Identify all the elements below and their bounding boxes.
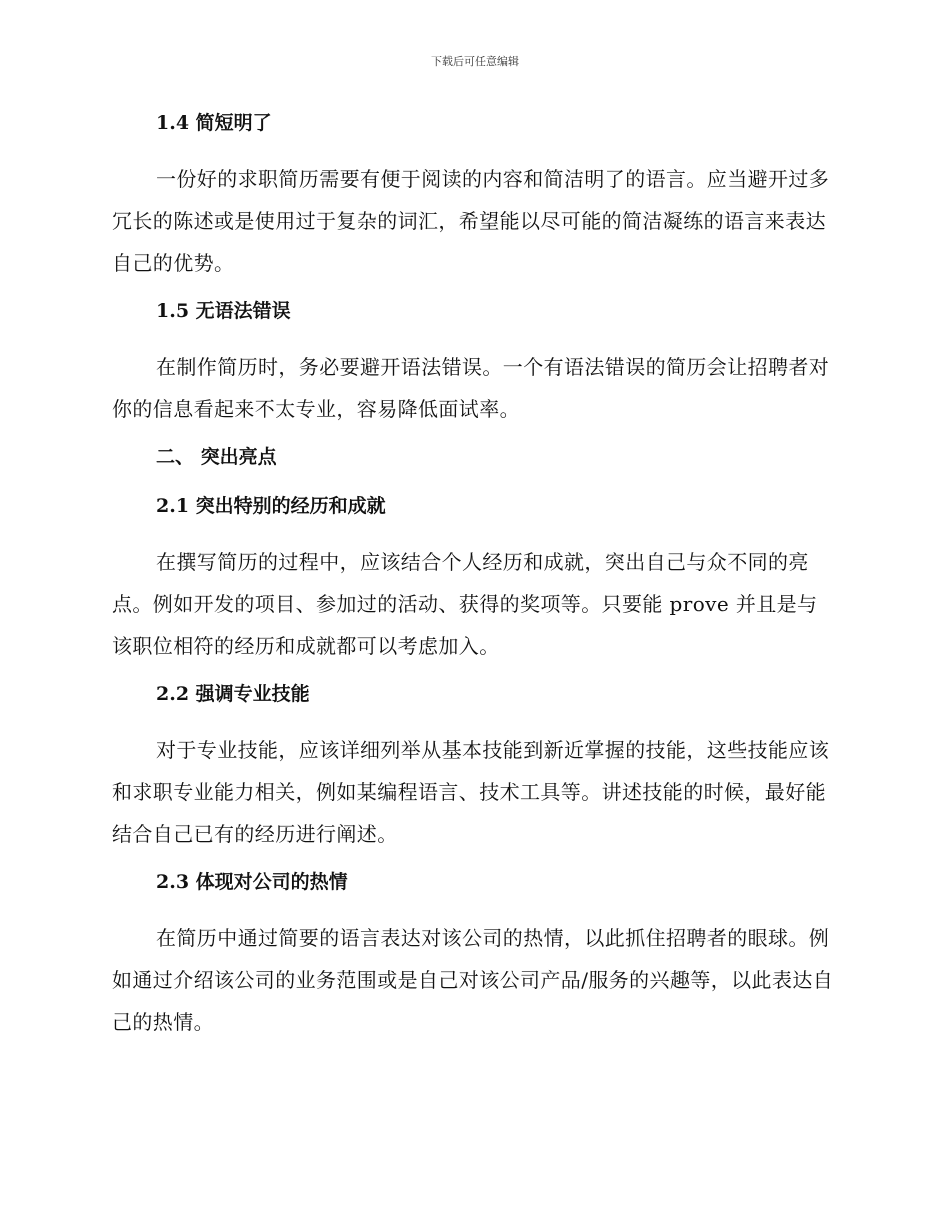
chapter-heading-2: 二、 突出亮点	[156, 446, 277, 468]
section-heading-2-3: 2.3 体现对公司的热情	[156, 871, 348, 893]
document-body	[112, 109, 837, 1056]
section-heading-1-5: 1.5 无语法错误	[156, 300, 291, 322]
section-paragraph-2-3: 在简历中通过简要的语言表达对该公司的热情，以此抓住招聘者的眼球。例如通过介绍该公司的业务范围或是自己对该公司产品/服务的兴趣等，以此表达自己的热情。	[112, 926, 834, 1034]
section-paragraph-2-2: 对于专业技能，应该详细列举从基本技能到新近掌握的技能，这些技能应该和求职专业能力相关，例如某编程语言、技术工具等。讲述技能的时候，最好能结合自己已有的经历进行阐述。	[112, 738, 830, 846]
section-paragraph-1-4: 一份好的求职简历需要有便于阅读的内容和简洁明了的语言。应当避开过多冗长的陈述或是使用过于复杂的词汇，希望能以尽可能的简洁凝练的语言来表达自己的优势。	[112, 167, 830, 275]
section-heading-2-2: 2.2 强调专业技能	[156, 683, 310, 705]
section-paragraph-2-1: 在撰写简历的过程中，应该结合个人经历和成就，突出自己与众不同的亮点。例如开发的项目、参加过的活动、获得的奖项等。只要能 prove 并且是与该职位相符的经历和成就都可以考虑加入。	[112, 550, 818, 658]
section-heading-2-1: 2.1 突出特别的经历和成就	[156, 495, 386, 517]
section-heading-1-4: 1.4 简短明了	[156, 112, 272, 134]
page-header: 下载后可任意编辑	[431, 55, 519, 68]
section-paragraph-1-5: 在制作简历时，务必要避开语法错误。一个有语法错误的简历会让招聘者对你的信息看起来不太专业，容易降低面试率。	[112, 355, 830, 421]
